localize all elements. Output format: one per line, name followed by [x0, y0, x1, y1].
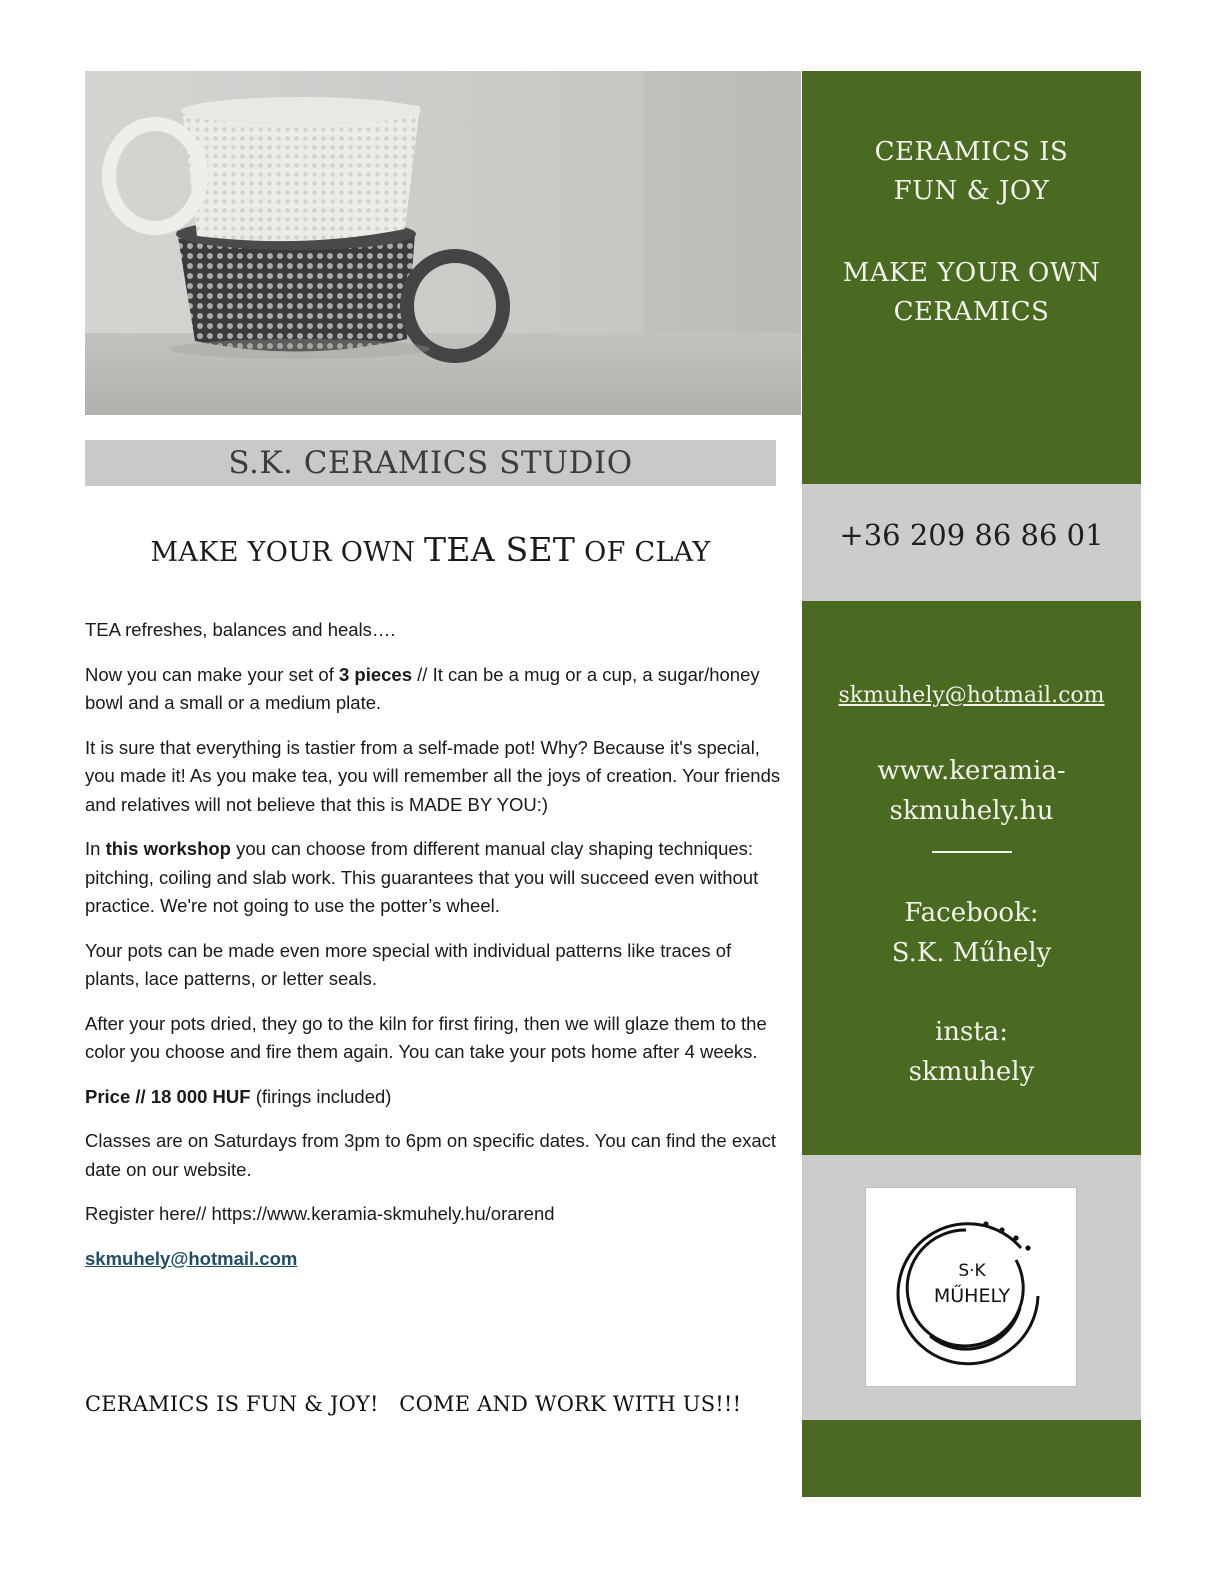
- facebook-info: [802, 893, 1141, 973]
- paragraph-register: Register here// https://www.keramia-skmuhely.hu/orarend: [85, 1203, 555, 1224]
- paragraph-workshop: [85, 835, 781, 921]
- sidebar-contact-panel: [802, 601, 1141, 1155]
- sidebar-email-link[interactable]: skmuhely@hotmail.com: [838, 683, 1105, 708]
- paragraph-tastier: It is sure that everything is tastier from a self-made pot! Why? Because it's special, you made it! As you make tea, you will remember all the joys of creation. Your friends and relatives will not believe that this is MADE BY YOU:): [85, 736, 781, 815]
- paragraph-patterns: Your pots can be made even more special with individual patterns like traces of plants, lace patterns, or letter seals.: [85, 939, 732, 989]
- sidebar-phone-panel: [802, 484, 1141, 601]
- sidebar-logo-panel: [802, 1155, 1141, 1420]
- paragraph-schedule: Classes are on Saturdays from 3pm to 6pm on specific dates. You can find the exact date on our website.: [85, 1130, 777, 1180]
- text: In: [85, 838, 106, 859]
- text: // It can be a mug or a cup, a sugar/honey bowl and a small or a medium plate.: [85, 663, 760, 713]
- paragraph-price: [85, 1083, 781, 1112]
- instagram-name: skmuhely: [908, 1057, 1035, 1087]
- facebook-label: Facebook:: [904, 898, 1039, 928]
- logo-circle-icon: [866, 1188, 1076, 1386]
- spacer: [802, 211, 1141, 254]
- page-headline: [85, 530, 776, 569]
- sidebar-tagline-panel: [802, 71, 1141, 484]
- paragraph-pieces: [85, 661, 781, 718]
- text: (firings included): [250, 1085, 392, 1107]
- studio-name: S.K. CERAMICS STUDIO: [228, 445, 633, 481]
- studio-name-banner: [85, 440, 776, 486]
- paragraph-firing: After your pots dried, they go to the kiln for first firing, then we will glaze them to the color you choose and fire them again. You can take your pots home after 4 weeks.: [85, 1012, 767, 1062]
- facebook-name: S.K. Műhely: [891, 938, 1052, 968]
- bold-text: this workshop: [105, 838, 231, 859]
- website[interactable]: [802, 751, 1141, 831]
- headline-emphasis: TEA SET: [424, 530, 576, 569]
- phone-number[interactable]: +36 209 86 86 01: [839, 518, 1104, 552]
- instagram-label: insta:: [934, 1017, 1009, 1047]
- paragraph-email: [85, 1245, 781, 1274]
- divider: [932, 851, 1012, 853]
- tea-cups-photo: [85, 71, 801, 415]
- price: Price // 18 000 HUF: [85, 1085, 251, 1107]
- tagline-line: CERAMICS IS: [874, 137, 1069, 167]
- hero-photo: [85, 71, 801, 415]
- logo-text-bottom: MŰHELY: [933, 1285, 1011, 1307]
- closing-slogan: CERAMICS IS FUN & JOY! COME AND WORK WITH US!!!: [85, 1392, 742, 1416]
- sidebar-footer-panel: [802, 1420, 1141, 1497]
- text: Now you can make your set of: [85, 663, 339, 685]
- email-link[interactable]: skmuhely@hotmail.com: [85, 1247, 298, 1269]
- headline-part1: MAKE YOUR OWN: [150, 537, 425, 568]
- description: [85, 616, 781, 1289]
- text: you can choose from different manual clay shaping techniques: pitching, coiling and slab work. This guarantees that you will succeed even without practice. We're not going to use the potter’s wheel.: [85, 838, 759, 916]
- website-line: skmuhely.hu: [889, 796, 1054, 826]
- tagline-line: FUN & JOY: [893, 176, 1050, 206]
- tagline-line: MAKE YOUR OWN: [842, 258, 1101, 288]
- website-line: www.keramia-: [877, 756, 1066, 786]
- headline-part2: OF CLAY: [575, 537, 711, 568]
- studio-logo: [865, 1187, 1077, 1387]
- logo-text-top: S·K: [958, 1261, 986, 1281]
- instagram-info: [802, 1012, 1141, 1092]
- tagline: [802, 133, 1141, 332]
- bold-text: 3 pieces: [338, 663, 413, 685]
- paragraph-intro: TEA refreshes, balances and heals….: [85, 619, 396, 640]
- tagline-line: CERAMICS: [893, 297, 1050, 327]
